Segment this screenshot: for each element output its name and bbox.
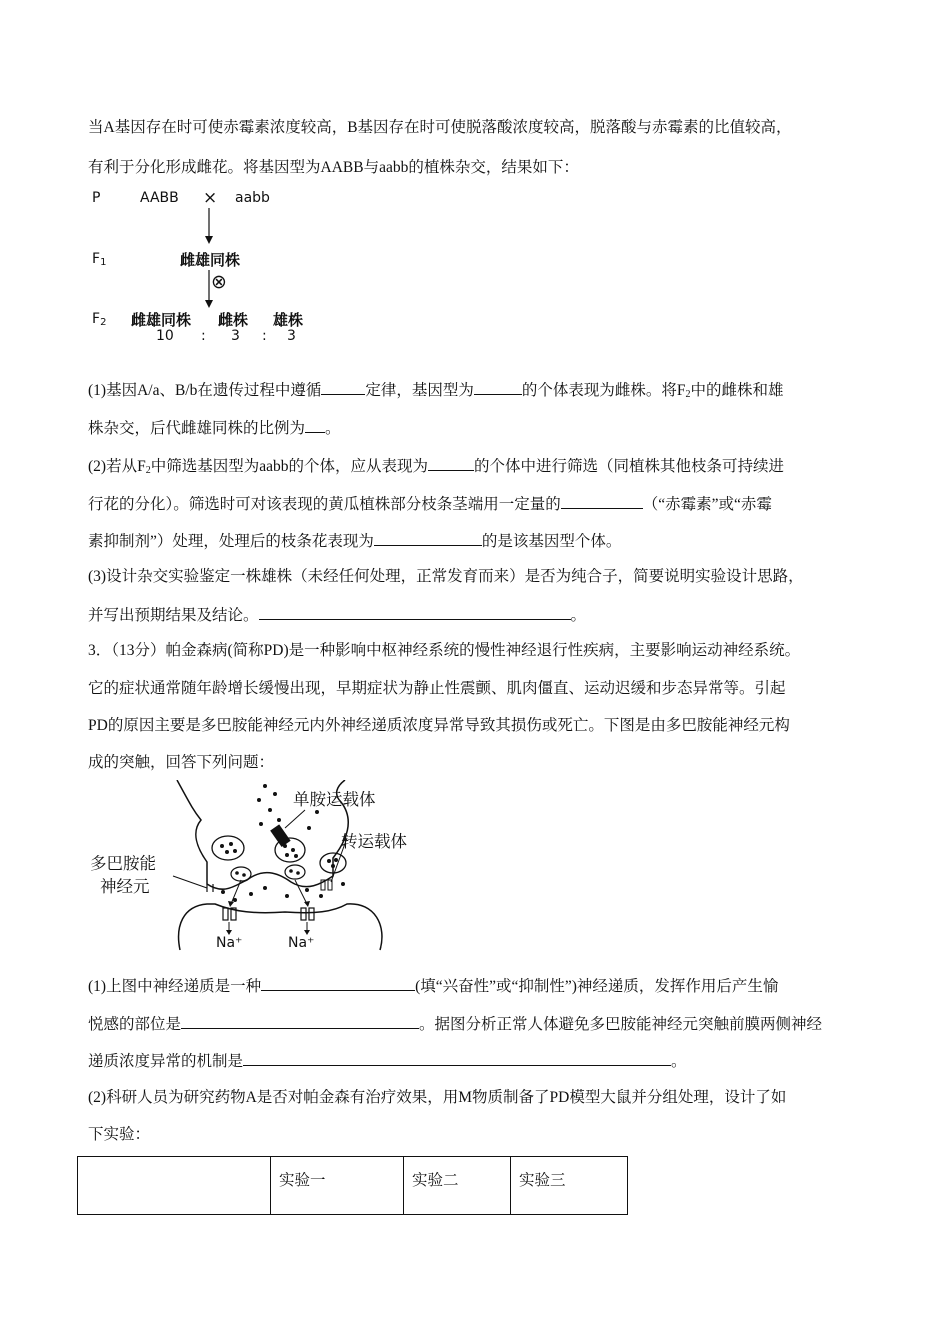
q3-line2: 它的症状通常随年龄增长缓慢出现，早期症状为静止性震颤、肌肉僵直、运动迟缓和步态异常等。引起 [88, 680, 786, 697]
q3-line1: 3．（13分）帕金森病(简称PD)是一种影响中枢神经系统的慢性神经退行性疾病，主要影响运动神经系统。 [88, 642, 801, 659]
cross-symbol: × [203, 188, 218, 208]
answer-blank[interactable] [561, 494, 643, 509]
answer-blank[interactable] [474, 380, 522, 395]
q2-3-line1: (3)设计杂交实验鉴定一株雄株（未经任何处理，正常发育而来）是否为纯合子，简要说明实验设计思路， [88, 568, 804, 585]
sodium-ion-label-left: Na⁺ [216, 935, 243, 951]
ratio-separator-1: : [201, 328, 206, 344]
monoamine-transporter-label: 单胺运载体 [293, 790, 376, 809]
ratio-value-3: 3 [287, 328, 296, 344]
parent2-genotype: aabb [235, 190, 270, 206]
receptor-icon [223, 908, 228, 920]
answer-blank[interactable] [374, 531, 482, 546]
postsynaptic-membrane [179, 904, 382, 950]
q2-2-line1: (2)若从$F_2$中筛选基因型为aabb的个体，应从表现为 的个体中进行筛选（同植株其他枝条可持续进 [88, 458, 784, 476]
q3-1-line3: 递质浓度异常的机制是 。 [88, 1053, 687, 1070]
q2-1-line2: 株杂交，后代雌雄同株的比例为 。 [88, 420, 341, 437]
q2-2-line3: 素抑制剂”）处理，处理后的枝条花表现为 的是该基因型个体。 [88, 533, 622, 550]
transporter-label: 转运载体 [341, 832, 407, 851]
q2-1-line1: (1)基因A/a、B/b在遗传过程中遵循 定律，基因型为 的个体表现为雌株。将$F_2$中的雌株和雄 [88, 382, 784, 400]
q2-3-line2: 并写出预期结果及结论。 。 [88, 607, 587, 624]
answer-blank[interactable] [321, 380, 365, 395]
answer-blank[interactable] [428, 456, 474, 471]
q2-intro-line2: 有利于分化形成雌花。将基因型为AABB与aabb的植株杂交，结果如下： [88, 159, 579, 176]
f2-phenotype-male: 雄株 [273, 311, 304, 329]
q3-line4: 成的突触，回答下列问题： [88, 754, 275, 771]
answer-blank[interactable] [243, 1051, 671, 1066]
f2-generation-label: $F_2$ [92, 311, 107, 328]
q3-1-line2: 悦感的部位是 。据图分析正常人体避免多巴胺能神经元突触前膜两侧神经 [88, 1016, 823, 1033]
ratio-value-2: 3 [231, 328, 240, 344]
q2-2-line2: 行花的分化）。筛选时可对该表现的黄瓜植株部分枝条茎端用一定量的 （“赤霉素”或“赤霉 [88, 496, 772, 513]
receptor-icon [301, 908, 306, 920]
table-header-experiment-2: 实验二 [404, 1157, 511, 1215]
p-generation-label: P [92, 190, 101, 206]
dopaminergic-neuron-label-1: 多巴胺能 [90, 854, 156, 873]
table-header-cell-empty [78, 1157, 271, 1215]
experiment-table [77, 1156, 628, 1215]
answer-blank[interactable] [259, 605, 571, 620]
table-header-experiment-3: 实验三 [511, 1157, 628, 1215]
answer-blank[interactable] [181, 1014, 419, 1029]
dopaminergic-neuron-label-2: 神经元 [100, 877, 150, 896]
vesicle [212, 836, 244, 860]
ratio-separator-2: : [262, 328, 267, 344]
f2-phenotype-female: 雌株 [218, 311, 249, 329]
q3-2-line2: 下实验： [88, 1126, 151, 1143]
table-header-experiment-1: 实验一 [271, 1157, 404, 1215]
q3-2-line1: (2)科研人员为研究药物A是否对帕金森有治疗效果，用M物质制备了PD模型大鼠并分组处理，设计了如 [88, 1089, 787, 1106]
f1-generation-label: $F_1$ [92, 251, 107, 268]
answer-blank[interactable] [305, 418, 325, 433]
parent1-genotype: AABB [140, 190, 179, 206]
q2-intro-line1: 当A基因存在时可使赤霉素浓度较高，B基因存在时可使脱落酸浓度较高，脱落酸与赤霉素的比值较高， [88, 119, 792, 136]
selfing-symbol: ⊗ [211, 271, 227, 293]
ratio-value-1: 10 [156, 328, 174, 344]
f1-phenotype: 雌雄同株 [180, 251, 241, 269]
f2-phenotype-monoecious: 雌雄同株 [131, 311, 192, 329]
monoamine-transporter-icon [270, 824, 290, 847]
q3-line3: PD的原因主要是多巴胺能神经元内外神经递质浓度异常导致其损伤或死亡。下图是由多巴胺能神经元构 [88, 717, 790, 734]
q3-1-line1: (1)上图中神经递质是一种 (填“兴奋性”或“抑制性”)神经递质，发挥作用后产生愉 [88, 978, 779, 995]
answer-blank[interactable] [261, 976, 415, 991]
sodium-ion-label-right: Na⁺ [288, 935, 315, 951]
table-header-row [78, 1157, 628, 1215]
